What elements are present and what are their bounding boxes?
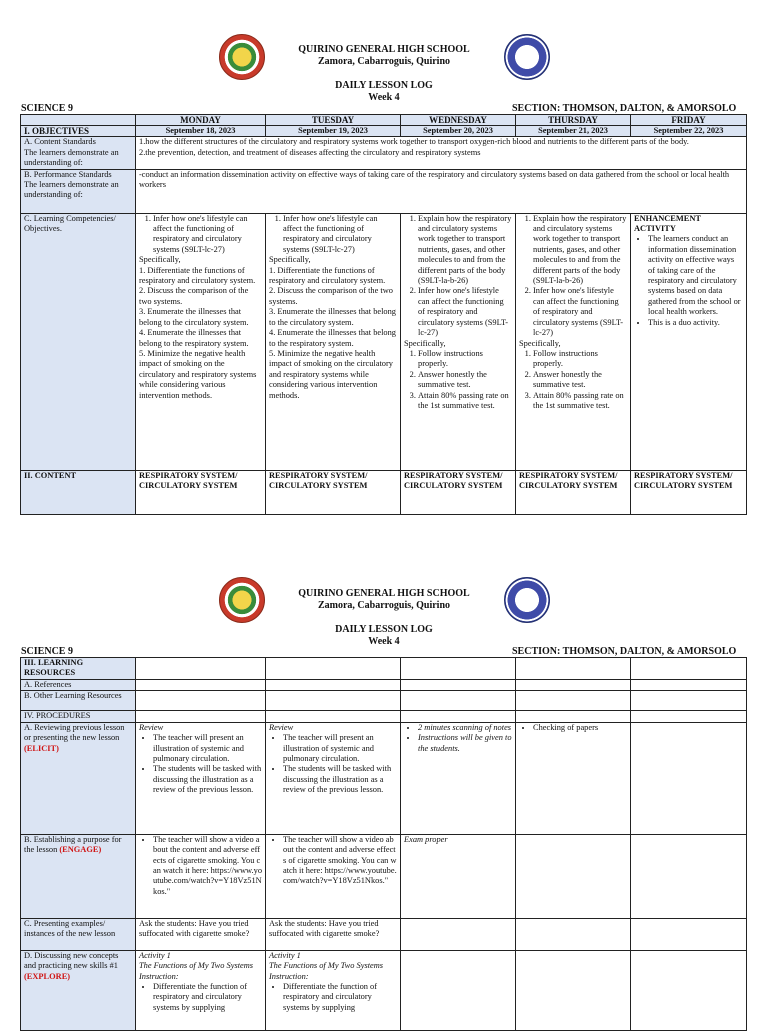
- content-friday: RESPIRATORY SYSTEM/ CIRCULATORY SYSTEM: [631, 470, 747, 514]
- school-header: [0, 44, 768, 68]
- engage-label-cell: B. Establishing a purpose for the lesson (ENGAGE): [21, 834, 136, 918]
- engage-tuesday: • The teacher will show a video about the content and adverse effects of cigarette smoking. You can watch it here: https://www.youtube.com/watch?v=Y18Vz51Nkos.": [266, 834, 401, 918]
- elicit-monday: Review • The teacher will present an illustration of systemic and pulmonary circulation. • The students will be tasked with discussing the illustration as a review of the previous lesson.: [136, 722, 266, 834]
- other-resources-row: [21, 691, 747, 711]
- presenting-row: [21, 918, 747, 950]
- date-monday: September 18, 2023: [136, 126, 266, 137]
- performance-standards-row: [21, 169, 747, 213]
- competencies-tuesday: 1. Infer how one's lifestyle can affect the functioning of respiratory and circulatory systems (S9LT-lc-27) Specifically, 1. Differentiate the functions of respiratory and circulatory system. 2. Discuss the comparison of the two systems. 3. Enumerate the illnesses that belong to the circulatory system. 4. Enumerate the illnesses that belong to the respiratory system. 5. Minimize the negative health impact of smoking on the circulatory and respiratory systems while considering various intervention methods.: [266, 213, 401, 470]
- day-header-row: [21, 115, 747, 126]
- day-tuesday: TUESDAY: [266, 115, 401, 126]
- doc-title: DAILY LESSON LOG: [335, 80, 433, 91]
- day-friday: FRIDAY: [631, 115, 747, 126]
- learning-resources-row: [21, 658, 747, 680]
- log-title: [0, 80, 768, 104]
- subject-label-2: SCIENCE 9: [21, 646, 73, 657]
- content-tuesday: RESPIRATORY SYSTEM/ CIRCULATORY SYSTEM: [266, 470, 401, 514]
- lesson-table-page2: [20, 657, 747, 1031]
- competencies-thursday: 1. Explain how the respiratory and circulatory systems work together to transport nutrients, gases, and other molecules to and from the different parts of the body (S9LT-la-b-26) 2. Infer how one's lifestyle can affect the functioning of respiratory and circulatory systems (S9LT-lc-27) Specifically, 1. Follow instructions properly. 2. Answer honestly the summative test. 3. Attain 80% passing rate on the 1st summative test.: [516, 213, 631, 470]
- competencies-monday: 1. Infer how one's lifestyle can affect the functioning of respiratory and circulatory systems (S9LT-lc-27) Specifically, 1. Differentiate the functions of respiratory and circulatory system. 2. Discuss the comparison of the two systems. 3. Enumerate the illnesses that belong to the circulatory system. 4. Enumerate the illnesses that belong to the respiratory system. 5. Minimize the negative health impact of smoking on the circulatory and respiratory systems while considering various intervention methods.: [136, 213, 266, 470]
- section-label-2: SECTION: THOMSON, DALTON, & AMORSOLO: [512, 646, 737, 657]
- content-standards-label-cell: A. Content Standards The learners demonstrate an understanding of:: [21, 137, 136, 169]
- date-tuesday: September 19, 2023: [266, 126, 401, 137]
- elicit-tuesday: Review • The teacher will present an illustration of systemic and pulmonary circulation. • The students will be tasked with discussing the illustration as a review of the previous lesson.: [266, 722, 401, 834]
- performance-standards-text: -conduct an information dissemination activity on effective ways of taking care of the respiratory and circulatory systems based on data gathered from the school or local health workers: [136, 169, 747, 213]
- competencies-friday: ENHANCEMENT ACTIVITY • The learners conduct an information dissemination activity on effective ways of taking care of the respiratory and circulatory systems based on data gathered from the school or local health workers. • This is a duo activity.: [631, 213, 747, 470]
- references-row: [21, 680, 747, 691]
- learning-resources-label: III. LEARNING RESOURCES: [21, 658, 136, 680]
- presenting-tuesday: Ask the students: Have you tried suffocated with cigarette smoke?: [266, 918, 401, 950]
- content-standards-text: 1.how the different structures of the circulatory and respiratory systems work together to transport oxygen-rich blood and nutrients to the different parts of the body. 2.the prevention, detection, and treatment of diseases affecting the circulatory and respiratory systems: [136, 137, 747, 169]
- competencies-wednesday: 1. Explain how the respiratory and circulatory systems work together to transport nutrients, gases, and other molecules to and from the different parts of the body (S9LT-la-b-26) 2. Infer how one's lifestyle can affect the functioning of respiratory and circulatory systems (S9LT-lc-27) Specifically, 1. Follow instructions properly. 2. Answer honestly the summative test. 3. Attain 80% passing rate on the 1st summative test.: [401, 213, 516, 470]
- references-label: A. References: [21, 680, 136, 691]
- competencies-row: [21, 213, 747, 470]
- other-resources-label: B. Other Learning Resources: [21, 691, 136, 711]
- subject-label: SCIENCE 9: [21, 103, 73, 114]
- content-thursday: RESPIRATORY SYSTEM/ CIRCULATORY SYSTEM: [516, 470, 631, 514]
- date-wednesday: September 20, 2023: [401, 126, 516, 137]
- procedures-row: [21, 711, 747, 722]
- engage-monday: • The teacher will show a video about the content and adverse effects of cigarette smoking. You can watch it here: https://www.youtube.com/watch?v=Y18Vz51Nkos.": [136, 834, 266, 918]
- performance-standards-label-cell: B. Performance Standards The learners demonstrate an understanding of:: [21, 169, 136, 213]
- elicit-label-cell: A. Reviewing previous lesson or presenting the new lesson (ELICIT): [21, 722, 136, 834]
- day-monday: MONDAY: [136, 115, 266, 126]
- engage-row: [21, 834, 747, 918]
- elicit-row: [21, 722, 747, 834]
- explore-tuesday: Activity 1 The Functions of My Two Systems Instruction: • Differentiate the function of respiratory and circulatory systems by supplying: [266, 950, 401, 1030]
- section-label: SECTION: THOMSON, DALTON, & AMORSOLO: [512, 103, 737, 114]
- explore-label-cell: D. Discussing new concepts and practicing new skills #1 (EXPLORE): [21, 950, 136, 1030]
- explore-row: [21, 950, 747, 1030]
- day-wednesday: WEDNESDAY: [401, 115, 516, 126]
- elicit-wednesday: • 2 minutes scanning of notes • Instructions will be given to the students.: [401, 722, 516, 834]
- day-thursday: THURSDAY: [516, 115, 631, 126]
- competencies-label: C. Learning Competencies/ Objectives.: [21, 213, 136, 470]
- explore-monday: Activity 1 The Functions of My Two Systems Instruction: • Differentiate the function of respiratory and circulatory systems by supplying: [136, 950, 266, 1030]
- content-wednesday: RESPIRATORY SYSTEM/ CIRCULATORY SYSTEM: [401, 470, 516, 514]
- school-header-2: QUIRINO GENERAL HIGH SCHOOL Zamora, Cabarroguis, Quirino: [298, 588, 470, 611]
- date-thursday: September 21, 2023: [516, 126, 631, 137]
- presenting-monday: Ask the students: Have you tried suffocated with cigarette smoke?: [136, 918, 266, 950]
- content-standards-row: [21, 137, 747, 169]
- content-monday: RESPIRATORY SYSTEM/ CIRCULATORY SYSTEM: [136, 470, 266, 514]
- lesson-table-page1: [20, 114, 747, 515]
- content-label: II. CONTENT: [21, 470, 136, 514]
- engage-wednesday: Exam proper: [401, 834, 516, 918]
- presenting-label: C. Presenting examples/ instances of the new lesson: [21, 918, 136, 950]
- doc-week: Week 4: [368, 92, 400, 103]
- school-name: QUIRINO GENERAL HIGH SCHOOL: [298, 44, 470, 55]
- procedures-label: IV. PROCEDURES: [21, 711, 136, 722]
- school-address: Zamora, Cabarroguis, Quirino: [317, 56, 451, 67]
- elicit-thursday: • Checking of papers: [516, 722, 631, 834]
- date-friday: September 22, 2023: [631, 126, 747, 137]
- date-row: [21, 126, 747, 137]
- content-row: [21, 470, 747, 514]
- log-title-2: DAILY LESSON LOG Week 4: [335, 624, 433, 647]
- objectives-label: I. OBJECTIVES: [21, 126, 136, 137]
